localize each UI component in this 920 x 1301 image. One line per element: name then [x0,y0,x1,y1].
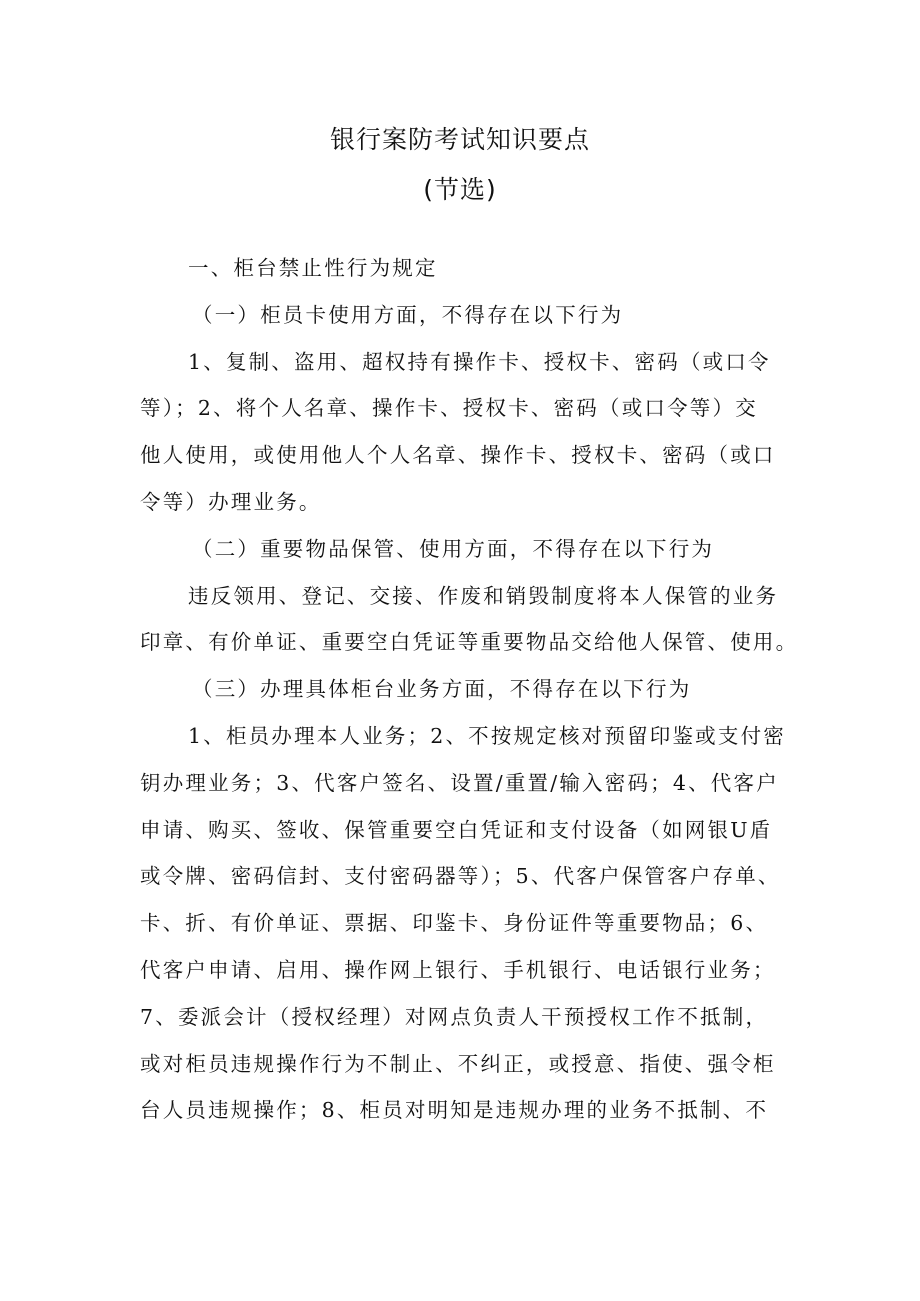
paragraph-line: 违反领用、登记、交接、作废和销毁制度将本人保管的业务 [188,583,779,608]
paragraph-line: 等）；2、将个人名章、操作卡、授权卡、密码（或口令等）交 [140,396,758,421]
document-subtitle: (节选) [423,175,497,204]
document-body [140,245,800,1134]
paragraph-line: 1、复制、盗用、超权持有操作卡、授权卡、密码（或口令 [188,349,771,374]
paragraph-line: 台人员违规操作；8、柜员对明知是违规办理的业务不抵制、不 [140,1098,769,1123]
subsection-heading: （二）重要物品保管、使用方面，不得存在以下行为 [192,536,715,561]
paragraph-line: 或对柜员违规操作行为不制止、不纠正，或授意、指使、强令柜 [140,1051,776,1076]
paragraph-line: 印章、有价单证、重要空白凭证等重要物品交给他人保管、使用。 [140,630,799,655]
paragraph-line: 钥办理业务；3、代客户签名、设置/重置/输入密码；4、代客户 [140,770,779,795]
document-title: 银行案防考试知识要点 [329,125,590,154]
subsection-heading: （一）柜员卡使用方面，不得存在以下行为 [192,302,624,327]
paragraph-line: 代客户申请、启用、操作网上银行、手机银行、电话银行业务； [140,957,776,982]
paragraph-line: 申请、购买、签收、保管重要空白凭证和支付设备（如网银U盾 [140,817,773,842]
subsection-heading: （三）办理具体柜台业务方面，不得存在以下行为 [192,677,692,702]
paragraph-line: 他人使用，或使用他人个人名章、操作卡、授权卡、密码（或口 [140,443,776,468]
paragraph-line: 1、柜员办理本人业务；2、不按规定核对预留印鉴或支付密 [188,723,786,748]
paragraph-line: 令等）办理业务。 [140,489,322,514]
section-heading: 一、柜台禁止性行为规定 [188,256,438,280]
paragraph-line: 7、委派会计（授权经理）对网点负责人干预授权工作不抵制， [140,1004,769,1029]
paragraph-line: 或令牌、密码信封、支付密码器等）；5、代客户保管客户存单、 [140,864,781,889]
paragraph-line: 卡、折、有价单证、票据、印鉴卡、身份证件等重要物品；6、 [140,911,769,936]
